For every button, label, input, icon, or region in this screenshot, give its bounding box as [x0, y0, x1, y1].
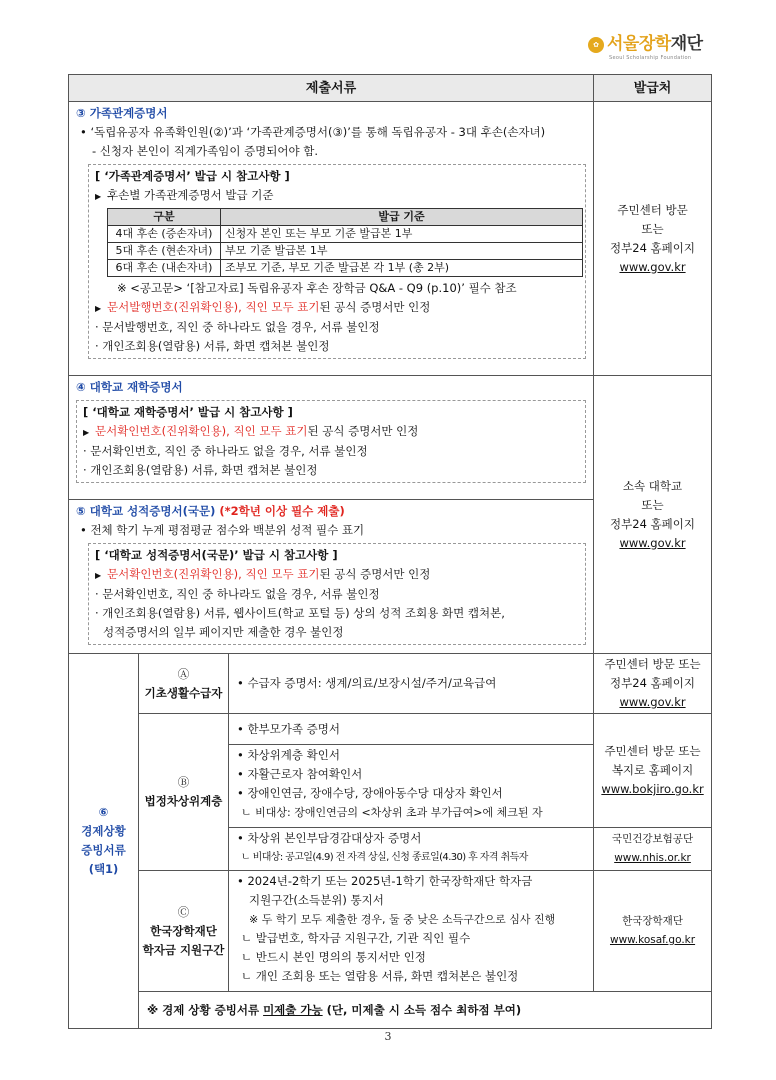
econ-title-line: ⑥	[98, 805, 109, 819]
note-heading: [ ‘가족관계증명서’ 발급 시 참고사항 ]	[95, 169, 290, 183]
red-emphasis: 문서확인번호(진위확인용), 직인 모두 표기	[95, 424, 308, 438]
econ-section-title	[69, 654, 139, 1029]
triangle-bullet-icon: ▶	[95, 571, 102, 580]
section-title: ⑤ 대학교 성적증명서(국문) (*2학년 이상 필수 제출)	[76, 504, 345, 518]
issuer-university	[594, 376, 712, 654]
triangle-bullet-icon: ▶	[95, 304, 102, 313]
table-cell: 신청자 본인 또는 부모 기준 발급본 1부	[221, 226, 583, 243]
category-symbol: Ⓐ	[177, 666, 190, 681]
issuer-line: 복지로 홈페이지	[611, 763, 694, 777]
item-group	[229, 745, 594, 828]
category-a	[139, 654, 229, 714]
category-label: 기초생활수급자	[144, 685, 223, 700]
note-box	[88, 164, 586, 359]
econ-title-line: (택1)	[88, 862, 119, 876]
logo-subtitle: Seoul Scholarship Foundation	[609, 55, 692, 61]
item-text: ㄴ 비대상: 공고일(4.9) 전 자격 상실, 신청 종료일(4.30) 후 자격 취득자	[241, 852, 528, 863]
logo-emblem-icon: ✿	[588, 37, 604, 53]
table-cell: 조부모 기준, 부모 기준 발급본 각 1부 (총 2부)	[221, 260, 583, 277]
note-heading: [ ‘대학교 성적증명서(국문)’ 발급 시 참고사항 ]	[95, 548, 338, 562]
issuer-line: 한국장학재단	[622, 915, 683, 927]
footer-text: ※ 경제 상황 증빙서류	[147, 1002, 264, 1017]
issuer-line: 국민건강보험공단	[611, 833, 694, 845]
note-heading: [ ‘대학교 재학증명서’ 발급 시 참고사항 ]	[83, 405, 293, 419]
red-emphasis: 문서확인번호(진위확인용), 직인 모두 표기	[107, 567, 320, 581]
econ-footer-note	[139, 992, 712, 1029]
item-text: 지원구간(소득분위) 통지서	[249, 893, 384, 907]
bullet-text: • 전체 학기 누계 평점평균 점수와 백분위 성적 필수 표기	[80, 523, 365, 537]
issuer-line: 주민센터 방문 또는	[604, 657, 701, 671]
bullet-text-cont: - 신청자 본인이 직계가족임이 증명되어야 함.	[92, 144, 319, 158]
item-text: ㄴ 반드시 본인 명의의 통지서만 인정	[241, 950, 426, 964]
issuer-nhis	[594, 828, 712, 871]
category-b	[139, 714, 229, 871]
required-note: (*2학년 이상 필수 제출)	[219, 504, 345, 518]
item-text: • 2024년-2학기 또는 2025년-1학기 한국장학재단 학자금	[237, 874, 533, 888]
category-symbol: Ⓒ	[177, 904, 190, 919]
triangle-bullet-icon: ▶	[83, 428, 90, 437]
item-text: • 차상위 본인부담경감대상자 증명서	[237, 831, 422, 845]
note-subline: · 문서확인번호, 직인 중 하나라도 없을 경우, 서류 불인정	[95, 587, 380, 601]
section-enrollment-cert	[69, 376, 712, 500]
foundation-logo	[588, 34, 703, 61]
logo-text: 서울장학재단	[607, 34, 703, 54]
item-text: ㄴ 개인 조회용 또는 열람용 서류, 화면 캡쳐본은 불인정	[241, 969, 519, 983]
page-number: 3	[384, 1030, 392, 1043]
econ-footer-row	[69, 992, 712, 1029]
section-family-cert	[69, 102, 712, 376]
note-subline: · 문서확인번호, 직인 중 하나라도 없을 경우, 서류 불인정	[83, 444, 368, 458]
note-line: 된 공식 증명서만 인정	[319, 300, 431, 314]
item-group	[229, 871, 594, 992]
header-issuer: 발급처	[594, 75, 712, 102]
issuer-line: 정부24 홈페이지	[610, 516, 695, 531]
item-text: ㄴ 발급번호, 학자금 지원구간, 기관 직인 필수	[241, 931, 471, 945]
item-text: • 수급자 증명서: 생계/의료/보장시설/주거/교육급여	[229, 654, 594, 714]
bullet-text: • ‘독립유공자 유족확인원(②)’과 ‘가족관계증명서(③)’를 통해 독립유공자 - 3대 후손(손자녀)	[80, 125, 546, 139]
triangle-bullet-icon: ▶	[95, 192, 102, 201]
category-label: 법정차상위계층	[144, 794, 223, 808]
issuer-line: 정부24 홈페이지	[610, 676, 695, 690]
issuer-link[interactable]: www.gov.kr	[619, 259, 686, 274]
category-c	[139, 871, 229, 992]
category-label: 한국장학재단	[150, 923, 217, 938]
table-cell: 6대 후손 (내손자녀)	[108, 260, 221, 277]
reference-note: ※ <공고문> ‘[참고자료] 독립유공자 후손 장학금 Q&A - Q9 (p.10)’ 필수 참조	[117, 281, 517, 295]
note-subline: · 문서발행번호, 직인 중 하나라도 없을 경우, 서류 불인정	[95, 320, 380, 334]
issuer-line: 또는	[641, 221, 664, 236]
category-label: 학자금 지원구간	[142, 942, 225, 957]
item-text: ※ 두 학기 모두 제출한 경우, 둘 중 낮은 소득구간으로 심사 진행	[249, 913, 556, 926]
econ-title-line: 증빙서류	[81, 843, 126, 857]
footer-underlined: 미제출 가능	[263, 1002, 323, 1017]
econ-title-line: 경제상황	[81, 824, 126, 838]
note-box	[76, 400, 586, 483]
issuer-link[interactable]: www.nhis.or.kr	[614, 852, 691, 864]
issuer-line: 주민센터 방문 또는	[604, 744, 701, 758]
issuer-link[interactable]: www.kosaf.go.kr	[609, 934, 696, 946]
note-subline: · 개인조회용(열람용) 서류, 화면 캡쳐본 불인정	[95, 339, 330, 353]
table-row	[108, 243, 583, 260]
issuer-link[interactable]: www.gov.kr	[619, 535, 686, 550]
item-text: • 차상위계층 확인서	[237, 748, 340, 762]
table-row	[108, 260, 583, 277]
header-docs: 제출서류	[69, 75, 594, 102]
issuer-a	[594, 654, 712, 714]
issuer-line: 소속 대학교	[622, 478, 683, 493]
inner-header: 구분	[108, 209, 221, 226]
issuer-line: 정부24 홈페이지	[610, 240, 695, 255]
issuer-kosaf	[594, 871, 712, 992]
table-header-row	[69, 75, 712, 102]
footer-text: (단, 미제출 시 소득 점수 최하점 부여)	[322, 1002, 522, 1017]
issuer-link[interactable]: www.bokjiro.go.kr	[601, 782, 704, 796]
note-subline: · 개인조회용(열람용) 서류, 화면 캡쳐본 불인정	[83, 463, 318, 477]
econ-row-c	[69, 871, 712, 992]
red-emphasis: 문서발행번호(진위확인용), 직인 모두 표기	[107, 300, 320, 314]
table-row	[108, 226, 583, 243]
table-cell: 5대 후손 (현손자녀)	[108, 243, 221, 260]
issuer-b	[594, 714, 712, 828]
descendant-criteria-table	[107, 208, 583, 277]
item-text: • 한부모가족 증명서	[229, 714, 594, 745]
note-line: 된 공식 증명서만 인정	[319, 567, 431, 581]
item-text: • 자활근로자 참여확인서	[237, 767, 363, 781]
note-subline: 성적증명서의 일부 페이지만 제출한 경우 불인정	[103, 625, 344, 639]
issuer-family-cert	[594, 102, 712, 376]
category-symbol: Ⓑ	[177, 775, 190, 789]
item-text: • 장애인연금, 장애수당, 장애아동수당 대상자 확인서	[237, 786, 503, 800]
note-line: 된 공식 증명서만 인정	[307, 424, 419, 438]
section-title: ③ 가족관계증명서	[76, 106, 168, 120]
section-title: ④ 대학교 재학증명서	[76, 380, 183, 394]
table-cell: 부모 기준 발급본 1부	[221, 243, 583, 260]
issuer-line: 또는	[641, 497, 664, 512]
item-group	[229, 828, 594, 871]
item-text: ㄴ 비대상: 장애인연금의 <차상위 초과 부가급여>에 체크된 자	[241, 806, 543, 819]
note-box	[88, 543, 586, 645]
table-cell: 4대 후손 (증손자녀)	[108, 226, 221, 243]
econ-row-b1	[69, 714, 712, 745]
note-line: 후손별 가족관계증명서 발급 기준	[107, 188, 274, 202]
issuer-line: 주민센터 방문	[617, 202, 688, 217]
inner-header: 발급 기준	[221, 209, 583, 226]
note-subline: · 개인조회용(열람용) 서류, 웹사이트(학교 포털 등) 상의 성적 조회용 화면 캡쳐본,	[95, 606, 505, 620]
documents-table	[68, 74, 712, 1029]
econ-row-a	[69, 654, 712, 714]
issuer-link[interactable]: www.gov.kr	[619, 695, 686, 709]
inner-header-row	[108, 209, 583, 226]
